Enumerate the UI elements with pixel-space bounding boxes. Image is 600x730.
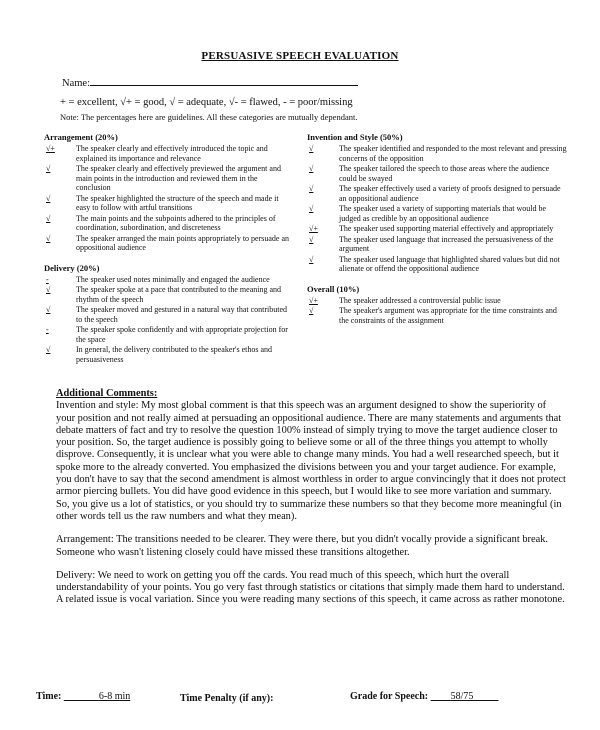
- criterion-text: The speaker clearly and effectively introduced the topic and explained its importance and relevance: [76, 144, 268, 163]
- criterion-mark: √: [309, 184, 314, 193]
- overall-heading: Overall (10%): [307, 283, 360, 294]
- criterion-text: The speaker's argument was appropriate for the time constraints and the constraints of the assignment: [339, 306, 557, 325]
- criterion-text: The speaker addressed a controversial public issue: [339, 295, 501, 305]
- arrangement-heading: Arrangement (20%): [44, 132, 118, 142]
- criterion-item: [44, 144, 294, 163]
- invention-heading: Invention and Style (50%): [307, 132, 403, 142]
- time-penalty-label: Time Penalty (if any):: [180, 693, 274, 704]
- delivery-list: [44, 275, 294, 365]
- criterion-text: The speaker used a variety of supporting materials that would be judged as credible by an oppositional audience: [339, 204, 547, 223]
- criterion-mark: √: [46, 193, 51, 203]
- arrangement-list: [44, 144, 294, 253]
- criterion-text: The speaker spoke at a pace that contributed to the meaning and rhythm of the speech: [76, 285, 282, 304]
- criterion-item: [307, 255, 567, 274]
- left-column: [44, 132, 294, 365]
- criterion-text: The main points and the subpoints adhered to the principles of coordination, subordination, and discreteness: [76, 213, 276, 232]
- criterion-item: [307, 235, 567, 254]
- name-blank-line: [90, 76, 358, 86]
- criterion-text: The speaker effectively used a variety of proofs designed to persuade an oppositional audience: [339, 184, 561, 203]
- criterion-item: [44, 214, 294, 233]
- grade-label: Grade for Speech:: [350, 691, 429, 702]
- overall-list: [307, 296, 567, 326]
- criterion-mark: √: [309, 254, 314, 264]
- comments-heading: Additional Comments:: [56, 388, 158, 399]
- criterion-item: [44, 234, 294, 253]
- criterion-mark: √: [309, 164, 314, 173]
- criterion-item: [44, 194, 294, 213]
- criterion-item: [307, 184, 567, 203]
- criterion-mark: √+: [46, 144, 55, 153]
- criterion-text: The speaker spoke confidently and with appropriate projection for the space: [76, 325, 288, 344]
- criterion-mark: √: [309, 234, 314, 244]
- criterion-mark: √: [46, 285, 51, 294]
- criterion-text: The speaker used supporting material effectively and appropriately: [339, 224, 554, 233]
- criterion-item: [44, 275, 294, 285]
- delivery-heading: Delivery (20%): [44, 262, 100, 273]
- time-penalty-field: [180, 691, 276, 704]
- criterion-item: [44, 325, 294, 344]
- criterion-text: The speaker used language that highlighted shared values but did not alienate or offend the oppositional audience: [339, 254, 560, 273]
- name-field: [62, 76, 358, 89]
- guideline-note: Note: The percentages here are guidelines. All these categories are mutually dependant.: [60, 112, 358, 122]
- criterion-text: In general, the delivery contributed to the speaker's ethos and persuasiveness: [76, 345, 273, 364]
- criterion-text: The speaker highlighted the structure of the speech and made it easy to follow with artful transitions: [76, 193, 279, 212]
- criterion-item: [44, 285, 294, 304]
- criterion-item: [307, 306, 567, 325]
- criterion-item: [307, 224, 567, 234]
- criterion-mark: √: [46, 213, 51, 223]
- criterion-mark: √: [309, 204, 314, 213]
- comment-delivery: Delivery: We need to work on getting you off the cards. You read much of this speech, which hurt the overall understandability of your points. You go very fast through statistics or citations that simply made them hard to understand. A related issue is vocal variation. Since you were reading many sections of this speech, it came across as rather monotone.: [56, 569, 565, 606]
- criterion-mark: √+: [309, 295, 318, 305]
- time-field: [36, 691, 130, 702]
- grading-legend: + = excellent, √+ = good, √ = adequate, √- = flawed, - = poor/missing: [60, 97, 353, 108]
- criterion-mark: √: [309, 306, 314, 315]
- criterion-mark: √: [309, 144, 314, 153]
- grade-field: [350, 691, 498, 702]
- time-value: 6-8 min: [98, 691, 131, 702]
- criterion-text: The speaker moved and gestured in a natural way that contributed to the speech: [76, 305, 288, 324]
- criterion-item: [307, 296, 567, 306]
- criterion-text: The speaker arranged the main points appropriately to persuade an oppositional audience: [76, 233, 290, 252]
- additional-comments: [56, 388, 566, 607]
- criterion-item: [307, 164, 567, 183]
- criterion-text: The speaker identified and responded to the most relevant and pressing concerns of the opposition: [339, 144, 567, 163]
- criterion-item: [44, 345, 294, 364]
- invention-list: [307, 144, 567, 274]
- comment-invention: Invention and style: My most global comment is that this speech was an argument designed to show the superiority of your position and not really aimed at persuading an oppositional audience. There are many statements and arguments that debate matters of fact and try to resolve the question 100% instead of simply trying to move the target audience closer to your position. So, the target audience is possibly going to believe some or all of the three things you attempt to wholly disprove. Consequently, it is unclear what you were able to change many minds. You had a well researched speech, but it spoke more to the already converted. You emphasized the divisions between you and your target audience. For example, you don't have to say that the second amendment is almost worthless in order to argue convincingly that it does not protect armor piercing bullets. You did have good evidence in this speech, but I would like to see more variation and summary. So, you give us a lot of statistics, or you should try to summarize these numbers so that they become more meaningful (in other words tell us the raw numbers and what they mean).: [56, 400, 566, 522]
- criterion-mark: √: [46, 305, 51, 314]
- criterion-mark: √: [46, 345, 51, 354]
- criterion-text: The speaker used notes minimally and engaged the audience: [76, 274, 270, 284]
- criterion-text: The speaker clearly and effectively previewed the argument and main points in the introduction and reviewed them in the conclusion: [76, 164, 281, 192]
- right-column: [307, 132, 567, 326]
- criterion-text: The speaker tailored the speech to those areas where the audience could be swayed: [339, 164, 550, 183]
- criterion-mark: √: [46, 164, 51, 173]
- criterion-item: [44, 164, 294, 193]
- grade-value: 58/75: [450, 691, 474, 702]
- comment-arrangement: Arrangement: The transitions needed to be clearer. They were there, but you didn't vocally provide a significant break. Someone who wasn't listening closely could have missed these transitions altogether.: [56, 534, 548, 558]
- criterion-item: [307, 204, 567, 223]
- page-title: PERSUASIVE SPEECH EVALUATION: [201, 50, 399, 62]
- name-label: Name:: [62, 78, 90, 89]
- criterion-mark: √+: [309, 224, 318, 233]
- criterion-mark: -: [46, 325, 49, 334]
- criterion-item: [307, 144, 567, 163]
- criterion-mark: -: [46, 274, 49, 284]
- criterion-text: The speaker used language that increased the persuasiveness of the argument: [339, 234, 554, 253]
- criterion-item: [44, 305, 294, 324]
- criterion-mark: √: [46, 233, 51, 243]
- time-label: Time:: [36, 691, 62, 702]
